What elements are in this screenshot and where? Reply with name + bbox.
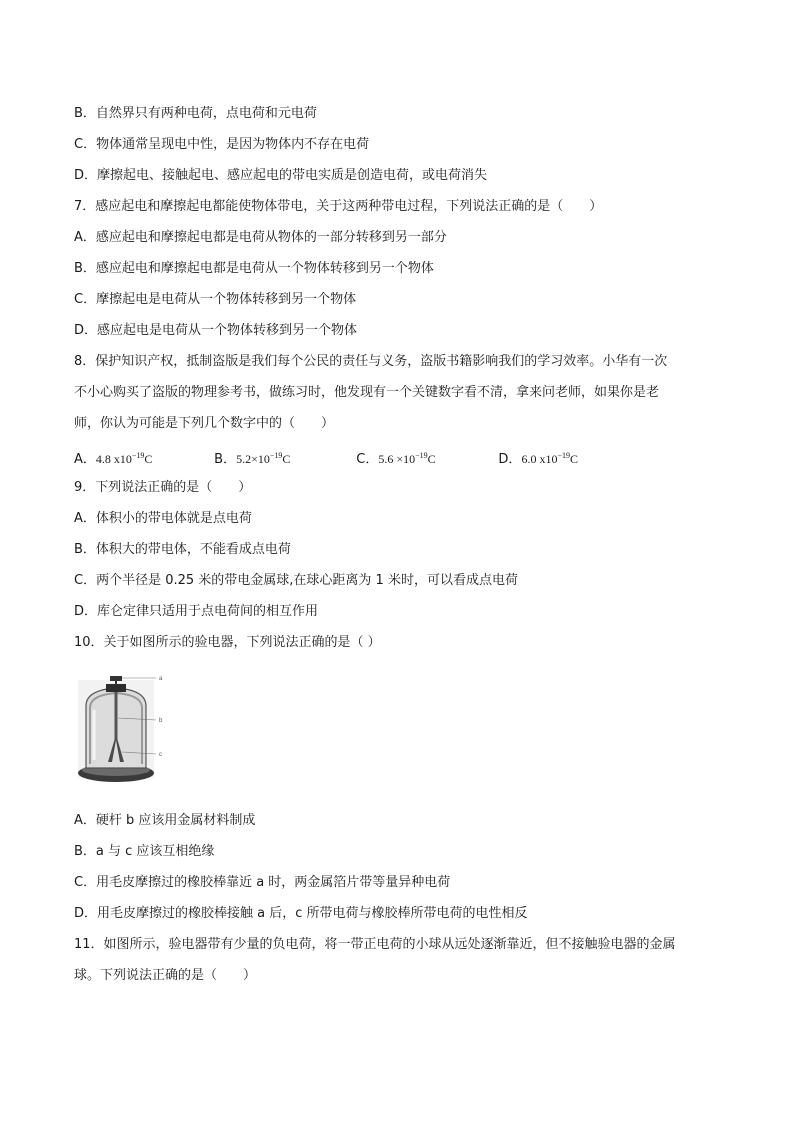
q10-option-b: B．a 与 c 应该互相绝缘 xyxy=(74,844,215,859)
q9-option-c: C．两个半径是 0.25 米的带电金属球,在球心距离为 1 米时，可以看成点电荷 xyxy=(74,573,518,588)
q7-stem: 7．感应起电和摩擦起电都能使物体带电，关于这两种带电过程，下列说法正确的是（ ） xyxy=(74,199,603,214)
q8-option-d: D．6.0 $x10^{-19}C$ xyxy=(498,451,578,467)
q8-option-c: C．$5.6 \times 10^{-19}C$ xyxy=(356,451,436,467)
fig-label-a: a xyxy=(159,676,163,682)
q6-option-c: C．物体通常呈现电中性，是因为物体内不存在电荷 xyxy=(74,137,370,152)
q8-option-a: A．4.8 $x10^{-19}C$ xyxy=(74,451,153,467)
q11-stem-line-1: 11．如图所示，验电器带有少量的负电荷，将一带正电荷的小球从远处逐渐靠近，但不接触验电器的金属 xyxy=(74,937,676,952)
q10-option-a: A．硬杆 b 应该用金属材料制成 xyxy=(74,813,256,828)
q10-option-d: D．用毛皮摩擦过的橡胶棒接触 a 后，c 所带电荷与橡胶棒所带电荷的电性相反 xyxy=(74,906,528,921)
q9-stem: 9．下列说法正确的是（ ） xyxy=(74,480,252,495)
electroscope-figure xyxy=(72,670,182,788)
q7-option-c: C．摩擦起电是电荷从一个物体转移到另一个物体 xyxy=(74,292,357,307)
fig-label-c: c xyxy=(159,752,162,758)
q7-option-b: B．感应起电和摩擦起电都是电荷从一个物体转移到另一个物体 xyxy=(74,261,434,276)
metal-rod-b xyxy=(115,692,118,740)
q8-stem-line-2: 不小心购买了盗版的物理参考书，做练习时，他发现有一个关键数字看不清，拿来问老师，如果你是老 xyxy=(74,385,660,400)
q7-option-a: A．感应起电和摩擦起电都是电荷从物体的一部分转移到另一部分 xyxy=(74,230,447,245)
q9-option-a: A．体积小的带电体就是点电荷 xyxy=(74,511,252,526)
q10-stem: 10．关于如图所示的验电器，下列说法正确的是（ ） xyxy=(74,635,381,650)
fig-label-b: b xyxy=(159,718,163,724)
q9-option-b: B．体积大的带电体，不能看成点电荷 xyxy=(74,542,291,557)
q8-option-b: B．$5.2\times 10^{-19}C$ xyxy=(214,451,291,467)
q8-stem-line-3: 师，你认为可能是下列几个数字中的（ ） xyxy=(74,416,335,431)
q9-option-d: D．库仑定律只适用于点电荷间的相互作用 xyxy=(74,604,319,619)
q10-option-c: C．用毛皮摩擦过的橡胶棒靠近 a 时，两金属箔片带等量异种电荷 xyxy=(74,875,451,890)
q8-options xyxy=(74,447,578,469)
q7-option-d: D．感应起电是电荷从一个物体转移到另一个物体 xyxy=(74,323,358,338)
insulating-stopper xyxy=(106,684,126,692)
q6-option-b: B．自然界只有两种电荷，点电荷和元电荷 xyxy=(74,106,317,121)
q11-stem-line-2: 球。下列说法正确的是（ ） xyxy=(74,968,257,983)
q6-option-d: D．摩擦起电、接触起电、感应起电的带电实质是创造电荷，或电荷消失 xyxy=(74,168,488,183)
q8-stem-line-1: 8．保护知识产权，抵制盗版是我们每个公民的责任与义务，盗版书籍影响我们的学习效率。小华有一次 xyxy=(74,354,668,369)
